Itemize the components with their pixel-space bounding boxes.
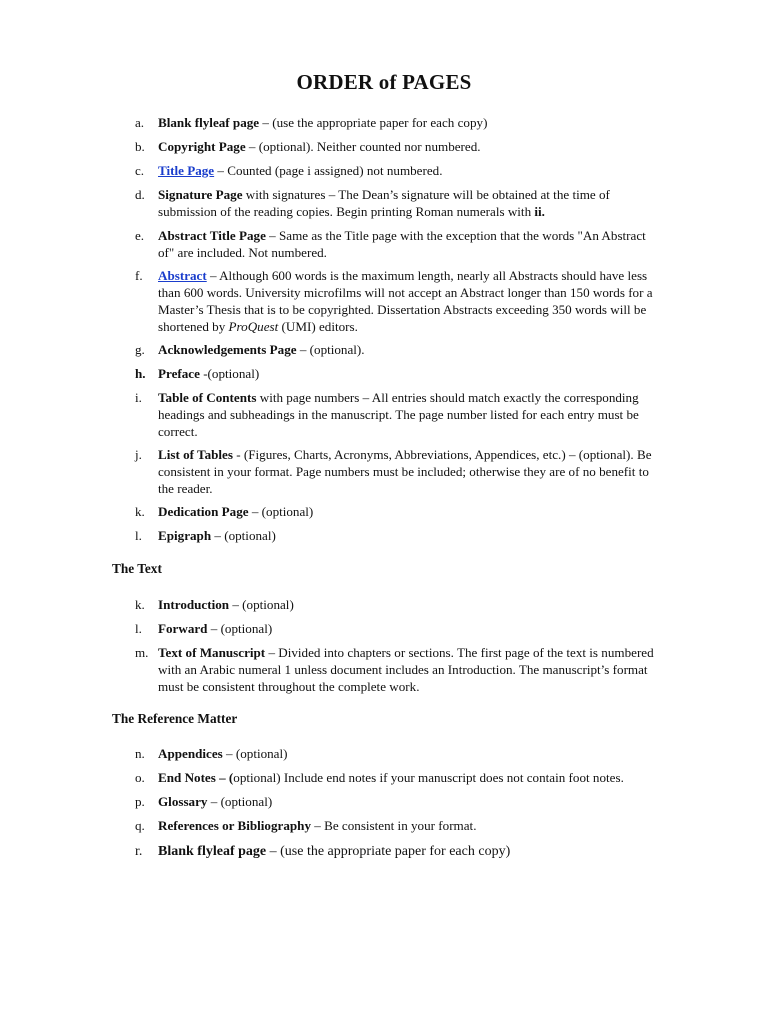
list-item-content (158, 843, 655, 860)
list-marker: c. (135, 163, 145, 178)
list-item (135, 596, 655, 613)
list-item-content (158, 793, 655, 810)
item-text: – Although 600 words is the maximum length, nearly all Abstracts should have less than 600 words. University microfilms will not accept an Abstract longer than 150 words for a Master’s Thesis that is to be copyrighted. Dissertation Abstracts exceeding 350 words will be shortened by (158, 268, 653, 334)
item-heading: Dedication Page (158, 504, 249, 519)
list-marker: f. (135, 268, 143, 283)
list-item (135, 769, 655, 786)
item-text: – (optional) (229, 597, 294, 612)
item-text: – (optional) (222, 746, 288, 761)
item-heading: Signature Page (158, 187, 243, 202)
section-heading-reference-matter: The Reference Matter (112, 711, 238, 726)
list-item (135, 817, 655, 834)
list-marker: a. (135, 115, 145, 130)
item-text: – Same as the Title page with the exception that the words "An Abstract of" are included. Not numbered. (158, 228, 646, 260)
list-item (135, 843, 655, 860)
list-marker: e. (135, 228, 145, 243)
item-text: – (use the appropriate paper for each copy) (259, 115, 488, 130)
item-heading: Appendices (158, 746, 223, 761)
list-marker: q. (135, 818, 145, 833)
list-item-content (158, 186, 655, 220)
item-heading: Blank flyleaf page (158, 115, 260, 130)
list-marker: r. (135, 844, 143, 859)
list-item (135, 114, 655, 131)
list-item-content (158, 596, 655, 613)
list-item-content (158, 365, 655, 382)
list-item (135, 138, 655, 155)
list-marker: j. (135, 447, 142, 462)
list-item (135, 446, 655, 497)
list-marker: h. (135, 366, 146, 381)
list-marker: n. (135, 746, 145, 761)
item-heading: Epigraph (158, 528, 212, 543)
list-item-content (158, 389, 655, 440)
section-heading-text: The Text (112, 561, 162, 576)
list-item (135, 620, 655, 637)
link-abstract[interactable]: Abstract (158, 268, 207, 283)
list-item-content (158, 527, 655, 544)
item-heading: Introduction (158, 597, 230, 612)
item-text: – (optional) (248, 504, 314, 519)
item-text: - (Figures, Charts, Acronyms, Abbreviations, Appendices, etc.) – (optional). Be consistent in your format. Page numbers must be included; otherwise they are of no benefit to the reader. (158, 447, 652, 496)
item-text: – (optional) (211, 528, 276, 543)
item-heading: End Notes – ( (158, 770, 234, 785)
list-item-content (158, 620, 655, 637)
list-item-content (158, 446, 655, 497)
item-text: with page numbers – All entries should match exactly the corresponding headings and subheadings in the manuscript. The page number listed for each entry must be correct. (158, 390, 639, 439)
list-item-content (158, 162, 655, 179)
list-item (135, 186, 655, 220)
list-marker: g. (135, 342, 145, 357)
list-marker: k. (135, 504, 145, 519)
list-marker: i. (135, 390, 142, 405)
list-item-content (158, 769, 655, 786)
item-heading: Blank flyleaf page (158, 844, 267, 859)
list-item (135, 341, 655, 358)
list-item-content (158, 503, 655, 520)
list-item (135, 503, 655, 520)
item-heading: List of Tables (158, 447, 233, 462)
item-text: optional) Include end notes if your manuscript does not contain foot notes. (233, 770, 624, 785)
link-title-page[interactable]: Title Page (158, 163, 215, 178)
list-item-content (158, 341, 655, 358)
list-marker: d. (135, 187, 145, 202)
item-heading: Text of Manuscript (158, 645, 266, 660)
item-italic: ProQuest (228, 319, 279, 334)
item-heading: Abstract Title Page (158, 228, 266, 243)
item-heading: Acknowledgements Page (158, 342, 297, 357)
item-text: – (optional) (207, 794, 273, 809)
list-item (135, 227, 655, 261)
list-item (135, 527, 655, 544)
item-heading: Forward (158, 621, 208, 636)
list-item-content (158, 227, 655, 261)
list-item (135, 644, 655, 695)
page-title: ORDER of PAGES (296, 70, 472, 94)
list-item-content (158, 745, 655, 762)
item-heading: Preface (158, 366, 200, 381)
item-text: – (optional) (207, 621, 273, 636)
list-marker: b. (135, 139, 145, 154)
list-item (135, 365, 655, 382)
item-text: -(optional) (199, 366, 260, 381)
list-item-content (158, 114, 655, 131)
list-item-content (158, 138, 655, 155)
item-text: – Be consistent in your format. (311, 818, 477, 833)
item-emphasis: ii. (534, 204, 545, 219)
list-marker: l. (135, 528, 142, 543)
list-marker: k. (135, 597, 145, 612)
list-item (135, 745, 655, 762)
item-heading: Table of Contents (158, 390, 257, 405)
item-text: – (use the appropriate paper for each copy) (266, 844, 511, 859)
item-text: – Divided into chapters or sections. The first page of the text is numbered with an Arabic numeral 1 unless document includes an Introduction. The manuscript’s format must be consistent throughout the complete work. (158, 645, 654, 694)
list-item (135, 267, 655, 335)
item-text: – (optional). Neither counted nor numbered. (245, 139, 481, 154)
item-text: – Counted (page i assigned) not numbered. (214, 163, 443, 178)
item-text: – (optional). (296, 342, 365, 357)
item-text: with signatures – The Dean’s signature will be obtained at the time of submission of the reading copies. Begin printing Roman numerals with (158, 187, 610, 219)
item-heading: Glossary (158, 794, 208, 809)
list-marker: p. (135, 794, 145, 809)
list-marker: m. (135, 645, 149, 660)
list-item-content (158, 817, 655, 834)
list-item (135, 162, 655, 179)
list-marker: l. (135, 621, 142, 636)
list-item-content (158, 267, 655, 335)
list-item (135, 793, 655, 810)
item-heading: Copyright Page (158, 139, 246, 154)
item-text: (UMI) editors. (278, 319, 358, 334)
list-marker: o. (135, 770, 145, 785)
list-item-content (158, 644, 655, 695)
list-item (135, 389, 655, 440)
item-heading: References or Bibliography (158, 818, 311, 833)
